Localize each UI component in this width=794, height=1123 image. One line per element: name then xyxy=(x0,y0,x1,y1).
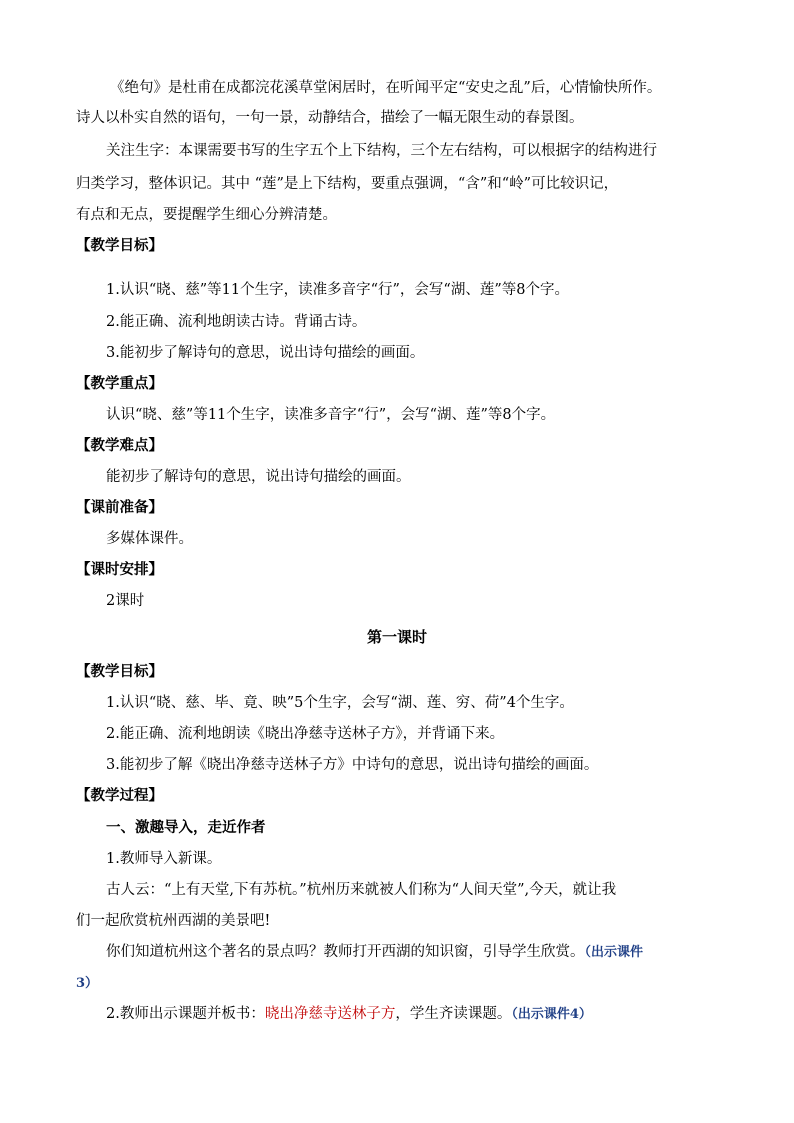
question-line xyxy=(106,942,794,963)
process-heading: 【教学过程】 xyxy=(76,788,163,804)
question-text: 你们知道杭州这个著名的景点吗？教师打开西湖的知识窗，引导学生欣赏。 xyxy=(106,944,585,960)
intro-paragraph-1-line-2: 诗人以朴实自然的语句，一句一景，动静结合，描绘了一幅无限生动的春景图。 xyxy=(76,110,584,126)
intro-paragraph-2-line-2: 归类学习，整体识记。其中 “莲”是上下结构，要重点强调，“含”和“岭”可比较识记， xyxy=(76,176,619,192)
courseware-note-3a: （出示课件 xyxy=(584,945,644,960)
lesson-title: 第一课时 xyxy=(366,628,427,646)
prep-heading: 【课前准备】 xyxy=(76,500,163,516)
difficulty-text: 能初步了解诗句的意思，说出诗句描绘的画面。 xyxy=(106,469,411,485)
step-2-suffix: ，学生齐读课题。 xyxy=(395,1006,512,1022)
lesson-goal-3: 3.能初步了解《晓出净慈寺送林子方》中诗句的意思，说出诗句描绘的画面。 xyxy=(106,757,599,773)
section-1-heading: 一、激趣导入，走近作者 xyxy=(106,820,266,836)
intro-paragraph-1-line-1: 《绝句》是杜甫在成都浣花溪草堂闲居时，在听闻平定“安史之乱”后，心情愉快所作。 xyxy=(110,80,662,96)
prep-text: 多媒体课件。 xyxy=(106,531,193,547)
focus-heading: 【教学重点】 xyxy=(76,376,163,392)
poem-title-board: 晓出净慈寺送林子方 xyxy=(264,1006,396,1022)
quote-line-1: 古人云：“上有天堂,下有苏杭。”杭州历来就被人们称为“人间天堂”,今天，就让我 xyxy=(106,882,617,898)
step-2-prefix: 2.教师出示课题并板书： xyxy=(106,1006,265,1022)
quote-line-2: 们一起欣赏杭州西湖的美景吧! xyxy=(76,913,271,929)
lesson-goal-2: 2.能正确、流利地朗读《晓出净慈寺送林子方》，并背诵下来。 xyxy=(106,726,505,742)
goals-heading: 【教学目标】 xyxy=(76,238,163,254)
step-2 xyxy=(106,1004,794,1025)
lesson-goal-1: 1.认识“晓、慈、毕、竟、映”5个生字，会写“湖、莲、穷、荷”4个生字。 xyxy=(106,695,574,711)
lesson-goals-heading: 【教学目标】 xyxy=(76,664,163,680)
question-note-line xyxy=(76,973,794,994)
goal-item-1: 1.认识“晓、慈”等11个生字，读准多音字“行”，会写“湖、莲”等8个字。 xyxy=(106,282,569,298)
intro-paragraph-2-line-1: 关注生字：本课需要书写的生字五个上下结构，三个左右结构，可以根据字的结构进行 xyxy=(106,143,657,159)
intro-paragraph-2-line-3: 有点和无点，要提醒学生细心分辨清楚。 xyxy=(76,207,337,223)
schedule-heading: 【课时安排】 xyxy=(76,562,163,578)
courseware-note-4: （出示课件4） xyxy=(511,1007,592,1022)
courseware-note-3b: 3） xyxy=(76,976,99,991)
difficulty-heading: 【教学难点】 xyxy=(76,438,163,454)
step-1: 1.教师导入新课。 xyxy=(106,851,222,867)
goal-item-3: 3.能初步了解诗句的意思，说出诗句描绘的画面。 xyxy=(106,345,425,361)
focus-text: 认识“晓、慈”等11个生字，读准多音字“行”，会写“湖、莲”等8个字。 xyxy=(106,407,556,423)
schedule-text: 2课时 xyxy=(106,593,145,609)
goal-item-2: 2.能正确、流利地朗读古诗。背诵古诗。 xyxy=(106,314,367,330)
